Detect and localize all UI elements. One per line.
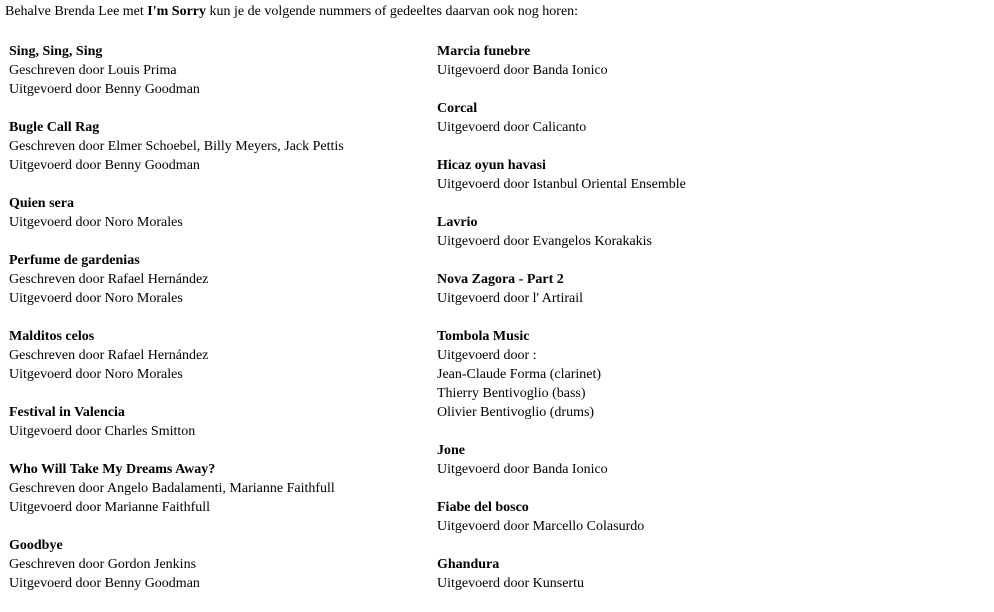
song-credit-line: Uitgevoerd door Benny Goodman xyxy=(9,576,200,591)
song-credit-line: Geschreven door Angelo Badalamenti, Marianne Faithfull xyxy=(9,481,335,496)
song-entry xyxy=(9,403,429,441)
song-credit-line: Uitgevoerd door l' Artirail xyxy=(437,291,583,306)
song-entry xyxy=(437,270,857,308)
song-entry xyxy=(9,42,429,99)
song-credit-line: Uitgevoerd door Evangelos Korakakis xyxy=(437,234,652,249)
song-title: Quien sera xyxy=(9,196,74,211)
song-title: Who Will Take My Dreams Away? xyxy=(9,462,216,477)
song-credit-line: Uitgevoerd door : xyxy=(437,348,537,363)
song-credit-line: Olivier Bentivoglio (drums) xyxy=(437,405,595,420)
song-credit-line: Uitgevoerd door Noro Morales xyxy=(9,291,183,306)
song-entry xyxy=(9,460,429,517)
song-credit-line: Thierry Bentivoglio (bass) xyxy=(437,386,586,401)
song-list-right xyxy=(437,42,857,612)
song-entry xyxy=(437,327,857,422)
song-credit-line: Geschreven door Rafael Hernández xyxy=(9,348,209,363)
song-entry xyxy=(9,118,429,175)
song-credit-line: Geschreven door Gordon Jenkins xyxy=(9,557,197,572)
song-credit-line: Uitgevoerd door Noro Morales xyxy=(9,367,183,382)
song-title: Malditos celos xyxy=(9,329,95,344)
song-entry xyxy=(9,327,429,384)
song-entry xyxy=(437,213,857,251)
song-title: Goodbye xyxy=(9,538,63,553)
song-entry xyxy=(437,441,857,479)
song-credit-line: Jean-Claude Forma (clarinet) xyxy=(437,367,602,382)
song-credit-line: Uitgevoerd door Benny Goodman xyxy=(9,158,200,173)
song-entry xyxy=(437,156,857,194)
song-entry xyxy=(437,42,857,80)
song-credit-line: Uitgevoerd door Noro Morales xyxy=(9,215,183,230)
song-title: Tombola Music xyxy=(437,329,530,344)
song-title: Lavrio xyxy=(437,215,478,230)
song-title: Hicaz oyun havasi xyxy=(437,158,546,173)
song-credit-line: Uitgevoerd door Istanbul Oriental Ensemble xyxy=(437,177,686,192)
song-credit-line: Geschreven door Louis Prima xyxy=(9,63,177,78)
song-credit-line: Uitgevoerd door Calicanto xyxy=(437,120,587,135)
song-title: Sing, Sing, Sing xyxy=(9,44,103,59)
song-list-left xyxy=(9,42,429,612)
song-title: Nova Zagora - Part 2 xyxy=(437,272,564,287)
song-title: Ghandura xyxy=(437,557,500,572)
song-credit-line: Uitgevoerd door Marianne Faithfull xyxy=(9,500,211,515)
song-title: Corcal xyxy=(437,101,478,116)
song-entry xyxy=(437,99,857,137)
song-credit-line: Uitgevoerd door Kunsertu xyxy=(437,576,584,591)
intro-prefix: Behalve Brenda Lee met xyxy=(5,4,148,19)
song-credit-line: Uitgevoerd door Charles Smitton xyxy=(9,424,196,439)
song-credit-line: Geschreven door Elmer Schoebel, Billy Meyers, Jack Pettis xyxy=(9,139,344,154)
song-credit-line: Geschreven door Rafael Hernández xyxy=(9,272,209,287)
song-title: Jone xyxy=(437,443,465,458)
intro-song-title: I'm Sorry xyxy=(147,4,206,19)
song-credit-line: Uitgevoerd door Benny Goodman xyxy=(9,82,200,97)
song-entry xyxy=(9,194,429,232)
song-entry xyxy=(9,536,429,593)
song-credit-line: Uitgevoerd door Banda Ionico xyxy=(437,63,608,78)
song-title: Festival in Valencia xyxy=(9,405,125,420)
intro-text xyxy=(5,2,578,21)
song-credit-line: Uitgevoerd door Marcello Colasurdo xyxy=(437,519,645,534)
song-title: Marcia funebre xyxy=(437,44,531,59)
song-title: Fiabe del bosco xyxy=(437,500,529,515)
song-entry xyxy=(437,555,857,593)
song-title: Perfume de gardenias xyxy=(9,253,140,268)
song-entry xyxy=(437,498,857,536)
intro-suffix: kun je de volgende nummers of gedeeltes daarvan ook nog horen: xyxy=(206,4,579,19)
song-entry xyxy=(9,251,429,308)
song-title: Bugle Call Rag xyxy=(9,120,100,135)
song-credit-line: Uitgevoerd door Banda Ionico xyxy=(437,462,608,477)
